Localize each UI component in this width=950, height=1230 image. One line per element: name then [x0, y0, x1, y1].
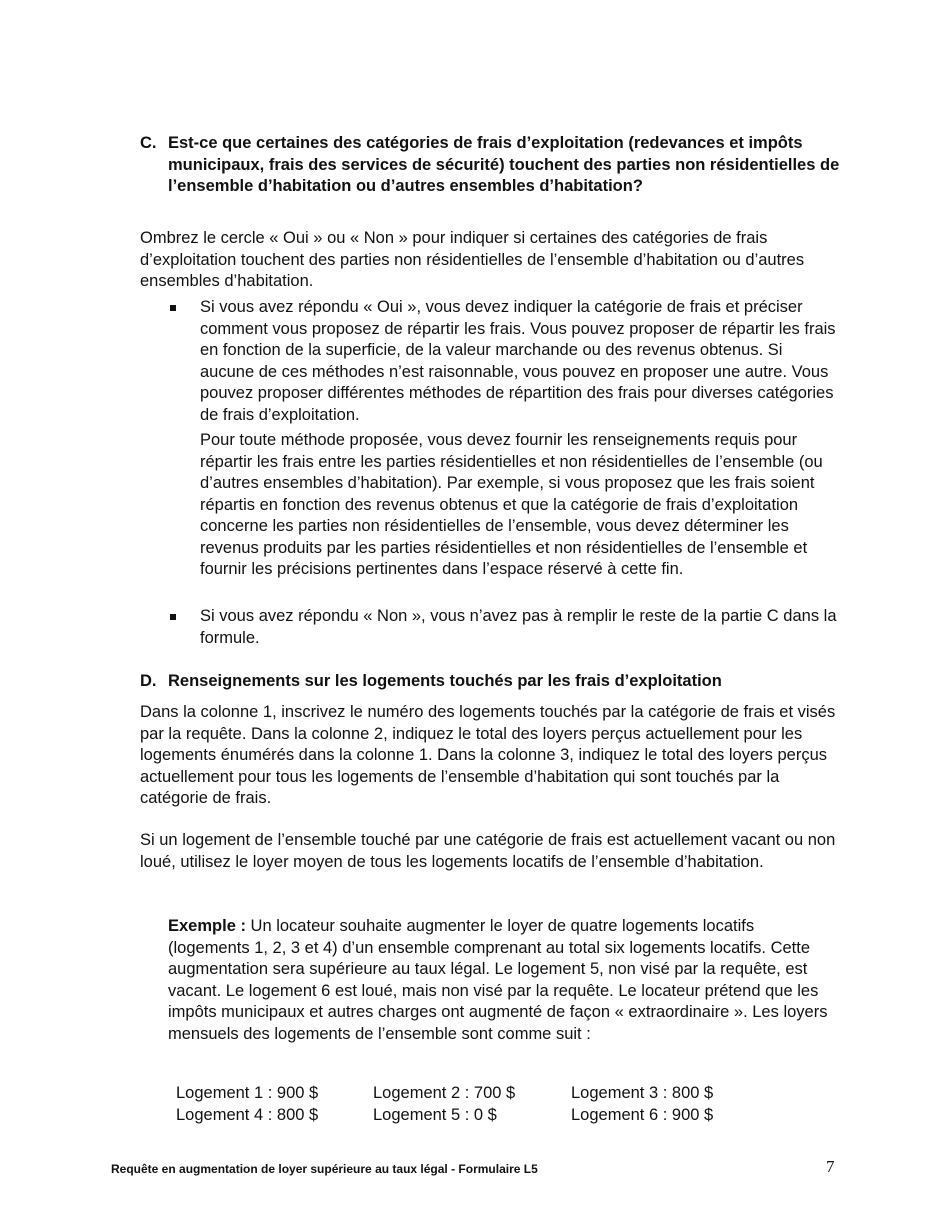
bullet-no-text: Si vous avez répondu « Non », vous n’avez pas à remplir le reste de la partie C dans la formule.	[200, 607, 837, 647]
square-bullet-icon	[168, 606, 200, 649]
unit-rent-2: Logement 2 : 700 $	[373, 1084, 516, 1102]
example-label: Exemple :	[168, 917, 246, 935]
page-number: 7	[826, 1157, 835, 1176]
section-d-para-1: Dans la colonne 1, inscrivez le numéro des logements touchés par la catégorie de frais et visés par la requête. Dans la colonne 2, indiquez le total des loyers perçus actuellement pour les logements énumérés dans la colonne 1. Dans la colonne 3, indiquez le total des loyers perçus actuellement pour tous les logements de l’ensemble d’habitation qui sont touchés par la catégorie de frais.	[140, 703, 836, 807]
bullet-yes	[168, 297, 840, 426]
unit-rent-5: Logement 5 : 0 $	[373, 1105, 497, 1124]
example-text: Un locateur souhaite augmenter le loyer de quatre logements locatifs (logements 1, 2, 3 et 4) d’un ensemble comprenant au total six logements locatifs. Cette augmentation sera supérieure au taux légal. Le logement 5, non visé par la requête, est vacant. Le logement 6 est loué, mais non visé par la requête. Le locateur prétend que les impôts municipaux et autres charges ont augmenté de façon « extraordinaire ». Les loyers mensuels des logements de l’ensemble sont comme suit :	[168, 917, 828, 1043]
unit-rent-1: Logement 1 : 900 $	[176, 1084, 319, 1102]
bullet-yes-followup: Pour toute méthode proposée, vous devez fournir les renseignements requis pour répartir les frais entre les parties résidentielles et non résidentielles de l’ensemble (ou d’autres ensembles d’habitation). Par exemple, si vous proposez que les frais soient répartis en fonction des revenus obtenus et que la catégorie de frais d’exploitation concerne les parties non résidentielles de l’ensemble, vous devez déterminer les revenus produits par les parties résidentielles et non résidentielles de l’ensemble et fournir les précisions pertinentes dans l’espace réservé à cette fin.	[200, 431, 823, 578]
bullet-no	[168, 606, 840, 649]
section-d-heading	[140, 671, 840, 693]
bullet-yes-text: Si vous avez répondu « Oui », vous devez indiquer la catégorie de frais et préciser comment vous proposez de répartir les frais. Vous pouvez proposer de répartir les frais en fonction de la superficie, de la valeur marchande ou des revenus obtenus. Si aucune de ces méthodes n’est raisonnable, vous pouvez en proposer une autre. Vous pouvez proposer différentes méthodes de répartition des frais pour diverses catégories de frais d’exploitation.	[200, 298, 836, 424]
section-c-letter: C.	[140, 134, 157, 152]
unit-rent-3: Logement 3 : 800 $	[571, 1084, 714, 1102]
square-bullet-icon	[168, 297, 200, 426]
section-c-heading-text: Est-ce que certaines des catégories de frais d’exploitation (redevances et impôts municipaux, frais des services de sécurité) touchent des parties non résidentielles de l’ensemble d’habitation ou d’autres ensembles d’habitation?	[168, 134, 840, 195]
section-d-para-2: Si un logement de l’ensemble touché par une catégorie de frais est actuellement vacant ou non loué, utilisez le loyer moyen de tous les logements locatifs de l’ensemble d’habitation.	[140, 831, 836, 871]
section-d-letter: D.	[140, 672, 157, 690]
footer-form-title: Requête en augmentation de loyer supérieure au taux légal - Formulaire L5	[111, 1162, 538, 1176]
unit-rent-6: Logement 6 : 900 $	[571, 1105, 714, 1124]
unit-rent-4: Logement 4 : 800 $	[176, 1105, 319, 1124]
section-d-heading-text: Renseignements sur les logements touchés par les frais d’exploitation	[168, 672, 722, 690]
section-c-heading	[140, 133, 840, 198]
rent-units-list	[176, 1083, 776, 1126]
example-paragraph	[168, 916, 840, 1045]
section-c-intro: Ombrez le cercle « Oui » ou « Non » pour indiquer si certaines des catégories de frais d’exploitation touchent des parties non résidentielles de l’ensemble d’habitation ou d’autres ensembles d’habitation.	[140, 229, 805, 290]
